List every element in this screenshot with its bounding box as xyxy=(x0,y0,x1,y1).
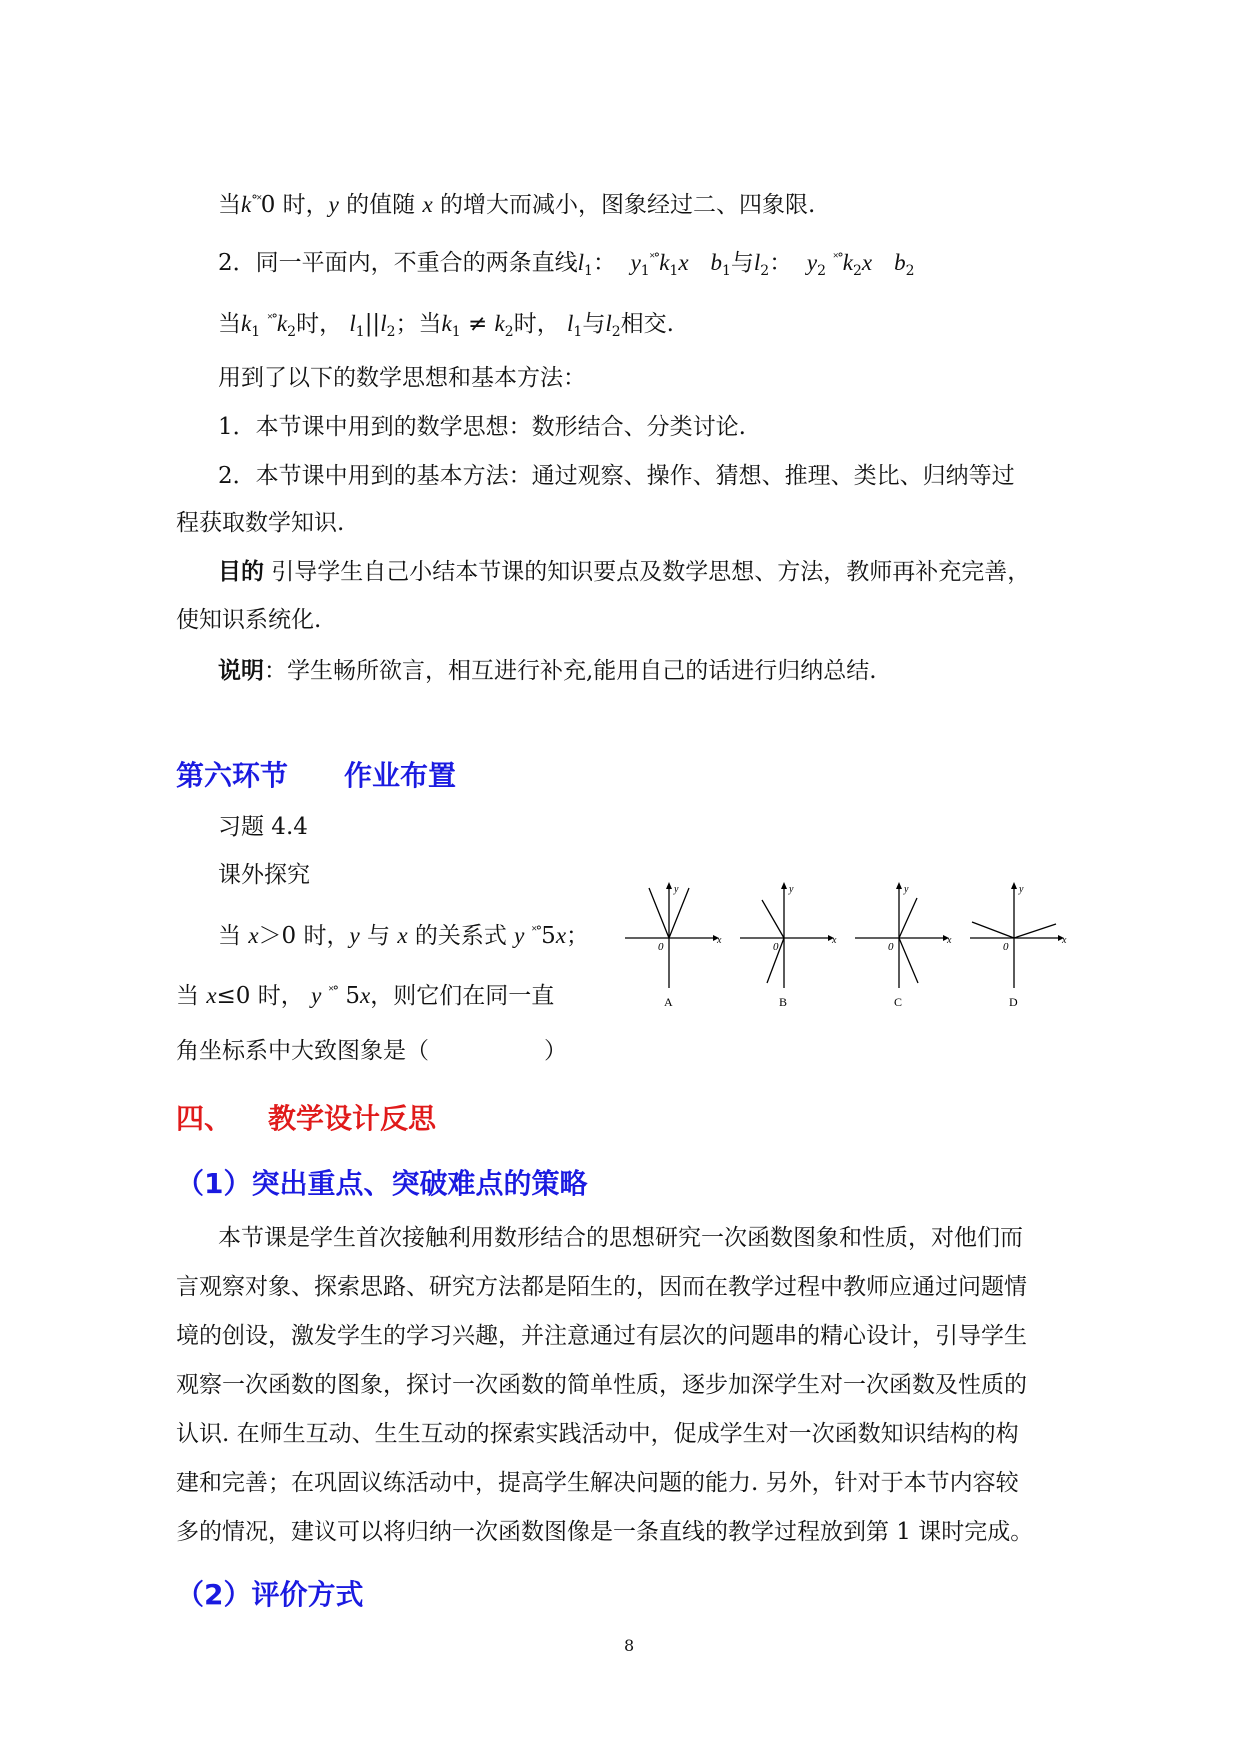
option-graphs xyxy=(620,880,1080,1030)
origin-label: 0 xyxy=(658,941,664,953)
paragraph-line-4: 观察一次函数的图象，探讨一次函数的简单性质，逐步加深学生对一次函数及性质的 xyxy=(176,1372,1027,1398)
method-1: 1．本节课中用到的数学思想：数形结合、分类讨论. xyxy=(218,414,746,440)
subheading-2: （2）评价方式 xyxy=(176,1578,364,1611)
graph-line-1 xyxy=(899,898,917,938)
homework-question-line-3: 角坐标系中大致图象是（ ） xyxy=(176,1038,567,1064)
y-label: y xyxy=(904,884,909,895)
garbled-symbol: ˟° xyxy=(267,312,277,327)
garbled-symbol: ˟° xyxy=(531,924,542,939)
y-label: y xyxy=(789,884,794,895)
origin-label: 0 xyxy=(1003,941,1009,953)
garbled-symbol: ˟° xyxy=(328,984,339,999)
graph-line-1 xyxy=(762,900,784,938)
graph-line-2 xyxy=(669,888,689,938)
graph-line-2 xyxy=(899,938,918,983)
option-label-b: B xyxy=(779,995,788,1009)
graph-c xyxy=(855,882,952,1009)
paragraph-line-3: 境的创设，激发学生的学习兴趣，并注意通过有层次的问题串的精心设计，引导学生 xyxy=(176,1323,1027,1349)
method-2-line-b: 程获取数学知识. xyxy=(176,510,345,536)
garbled-symbol: ˟° xyxy=(649,251,660,266)
method-2-line-a: 2．本节课中用到的基本方法：通过观察、操作、猜想、推理、类比、归纳等过 xyxy=(218,463,1015,489)
origin-label: 0 xyxy=(888,941,894,953)
section-6-heading: 第六环节 作业布置 xyxy=(176,759,457,792)
paragraph-line-1: 本节课是学生首次接触利用数形结合的思想研究一次函数图象和性质，对他们而 xyxy=(218,1225,1023,1251)
graph-a xyxy=(625,882,722,1009)
option-label-a: A xyxy=(664,995,673,1009)
graph-line-1 xyxy=(649,888,669,938)
graph-b xyxy=(740,882,837,1009)
paragraph-line-6: 建和完善；在巩固议练活动中，提高学生解决问题的能力. 另外，针对于本节内容较 xyxy=(176,1470,1019,1496)
section-4-heading: 四、 教学设计反思 xyxy=(176,1102,437,1135)
methods-intro: 用到了以下的数学思想和基本方法： xyxy=(218,365,586,391)
y-axis-arrow xyxy=(1011,882,1017,889)
y-axis-arrow xyxy=(781,882,787,889)
summary-line-1: 当k°˟0 时，y 的值随 x 的增大而减小，图象经过二、四象限. xyxy=(218,192,816,218)
homework-exercise: 习题 4.4 xyxy=(218,814,308,840)
homework-question-line-2: 当 x≤0 时， y ˟° 5x，则它们在同一直 xyxy=(176,983,555,1009)
page-number: 8 xyxy=(624,1636,635,1655)
garbled-symbol: ˟° xyxy=(833,251,843,266)
y-axis-arrow xyxy=(896,882,902,889)
paragraph-line-5: 认识. 在师生互动、生生互动的探索实践活动中，促成学生对一次函数知识结构的构 xyxy=(176,1421,1019,1447)
y-label: y xyxy=(1019,884,1024,895)
note-line: 说明：学生畅所欲言，相互进行补充,能用自己的话进行归纳总结. xyxy=(218,657,877,684)
x-label: x xyxy=(1062,935,1067,946)
y-label: y xyxy=(674,884,679,895)
graph-d xyxy=(970,882,1067,1009)
summary-line-3: 当$k_1$ $^{˟^\circ}k_2$时， $l_1||l_2$；当$k_1 \ne k_2$时， $l_1$与$l_2$相交. xyxy=(218,311,674,340)
graph-line-2 xyxy=(1014,924,1056,938)
option-label-c: C xyxy=(894,995,903,1009)
y-axis-arrow xyxy=(666,882,672,889)
note-label: 说明 xyxy=(218,657,264,684)
purpose-line-b: 使知识系统化. xyxy=(176,607,322,633)
option-label-d: D xyxy=(1009,995,1018,1009)
subheading-1: （1）突出重点、突破难点的策略 xyxy=(176,1167,588,1200)
purpose-label: 目的 xyxy=(218,558,264,585)
origin-label: 0 xyxy=(773,941,779,953)
paragraph-line-2: 言观察对象、探索思路、研究方法都是陌生的，因而在教学过程中教师应通过问题情 xyxy=(176,1274,1027,1300)
purpose-line-a: 目的 引导学生自己小结本节课的知识要点及数学思想、方法，教师再补充完善， xyxy=(218,558,1031,585)
garbled-symbol: °˟ xyxy=(251,193,261,208)
summary-line-2: 2．同一平面内，不重合的两条直线$l_1$： $y_1^{˟^\circ}k_1x$ $b_1$与$l_2$： $y_2$ $^{˟^\circ}k_2x$ $b_2$ xyxy=(218,250,915,279)
homework-explore: 课外探究 xyxy=(218,862,310,888)
x-label: x xyxy=(832,935,837,946)
graph-line-1 xyxy=(972,922,1014,938)
homework-question-line-1: 当 x＞0 时，y 与 x 的关系式 y ˟°5x； xyxy=(218,923,590,949)
x-label: x xyxy=(947,935,952,946)
x-label: x xyxy=(717,935,722,946)
paragraph-line-7: 多的情况，建议可以将归纳一次函数图像是一条直线的教学过程放到第 1 课时完成。 xyxy=(176,1519,1034,1545)
